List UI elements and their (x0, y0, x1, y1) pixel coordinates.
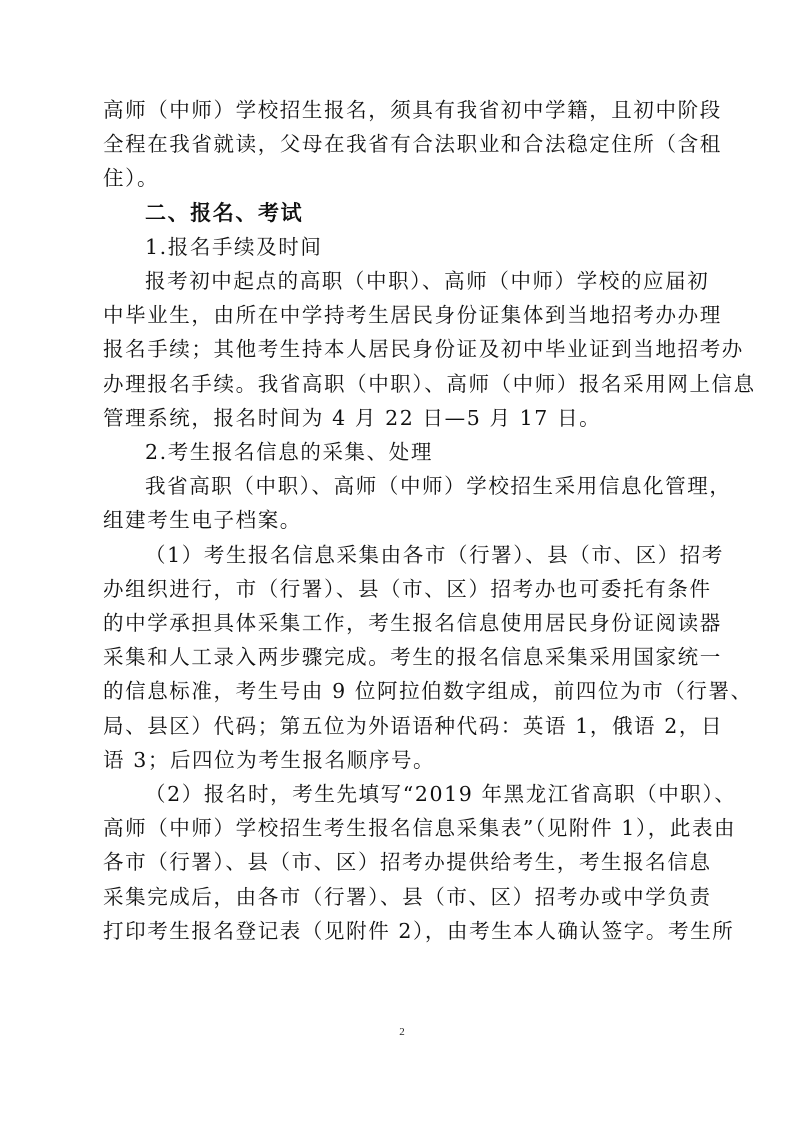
text-line: （1）考生报名信息采集由各市（行署）、县（市、区）招考 (145, 542, 724, 567)
text-line: 我省高职（中职）、高师（中师）学校招生采用信息化管理， (145, 474, 732, 499)
text-line: 采集完成后，由各市（行署）、县（市、区）招考办或中学负责 (103, 884, 712, 909)
text-line: 打印考生报名登记表（见附件 2），由考生本人确认签字。考生所 (103, 918, 735, 943)
text-line: 的中学承担具体采集工作，考生报名信息使用居民身份证阅读器 (103, 611, 722, 635)
text-line: 住）。 (103, 166, 160, 191)
text-line: 报考初中起点的高职（中职）、高师（中师）学校的应届初 (145, 269, 710, 293)
text-line: 语 3；后四位为考生报名顺序号。 (103, 747, 436, 772)
text-line: 全程在我省就读，父母在我省有合法职业和合法稳定住所（含租 (103, 132, 722, 157)
text-line: 报名手续；其他考生持本人居民身份证及初中毕业证到当地招考办 (103, 337, 744, 362)
text-line: 高师（中师）学校招生考生报名信息采集表”（见附件 1），此表由 (103, 816, 737, 841)
page-number: 2 (399, 1026, 405, 1038)
text-line: 的信息标准，考生号由 9 位阿拉伯数字组成，前四位为市（行署、 (103, 679, 753, 704)
subsection-heading: 2.考生报名信息的采集、处理 (145, 440, 433, 464)
subsection-heading: 1.报名手续及时间 (145, 234, 323, 259)
text-line: 高师（中师）学校招生报名，须具有我省初中学籍，且初中阶段 (103, 98, 722, 122)
section-heading: 二、报名、考试 (145, 200, 304, 225)
text-line: 组建考生电子档案。 (103, 508, 302, 533)
text-line: 办组织进行，市（行署）、县（市、区）招考办也可委托有条件 (103, 576, 712, 601)
text-line: 采集和人工录入两步骤完成。考生的报名信息采集采用国家统一 (103, 645, 722, 670)
text-line: 各市（行署）、县（市、区）招考办提供给考生，考生报名信息 (103, 850, 712, 875)
text-line: 中毕业生，由所在中学持考生居民身份证集体到当地招考办办理 (103, 303, 722, 328)
text-line: （2）报名时，考生先填写“2019 年黑龙江省高职（中职）、 (145, 782, 737, 806)
text-line: 管理系统，报名时间为 4 月 22 日—5 月 17 日。 (103, 405, 602, 430)
text-line: 办理报名手续。我省高职（中职）、高师（中师）报名采用网上信息 (103, 371, 756, 396)
text-line: 局、县区）代码；第五位为外语语种代码：英语 1，俄语 2，日 (103, 713, 724, 738)
